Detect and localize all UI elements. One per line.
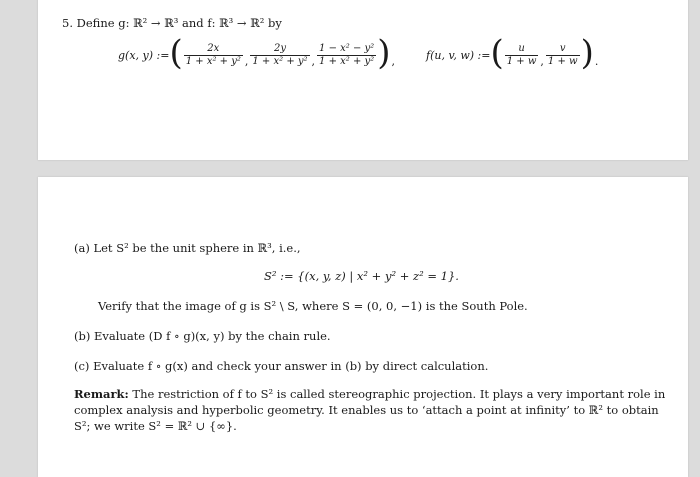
g-f3-den: 1 + x² + y² bbox=[319, 55, 375, 67]
g-comma-1: , bbox=[244, 54, 249, 68]
g-f1-den: 1 + x² + y² bbox=[185, 55, 241, 67]
page-bottom bbox=[38, 177, 688, 477]
f-f2-num: v bbox=[559, 42, 566, 54]
g-f2-num: 2y bbox=[273, 42, 286, 54]
remark-line-1 bbox=[74, 387, 665, 401]
g-comma-2: , bbox=[311, 54, 316, 68]
f-f1-den: 1 + w bbox=[506, 55, 537, 67]
right-paren: ) bbox=[580, 33, 594, 73]
left-paren: ( bbox=[169, 33, 183, 73]
problem-definition bbox=[62, 16, 282, 30]
g-f2-den: 1 + x² + y² bbox=[252, 55, 308, 67]
g-lhs: g(x, y) := bbox=[118, 48, 170, 62]
remark-line-2: complex analysis and hyperbolic geometry. It enables us to ‘attach a point at infinity’ to ℝ² to obtain bbox=[74, 403, 659, 417]
f-fraction-1 bbox=[505, 43, 539, 68]
part-a-verify: Verify that the image of g is S² \ S, where S = (0, 0, −1) is the South Pole. bbox=[98, 299, 528, 313]
f-fraction-2 bbox=[546, 43, 580, 68]
g-end: , bbox=[391, 54, 395, 68]
f-f1-num: u bbox=[518, 42, 525, 54]
f-lhs: f(u, v, w) := bbox=[426, 48, 491, 62]
sphere-definition: S² := {(x, y, z) | x² + y² + z² = 1}. bbox=[264, 269, 459, 283]
g-fraction-3 bbox=[317, 43, 376, 68]
right-paren: ) bbox=[377, 33, 391, 73]
f-comma: , bbox=[540, 54, 544, 68]
part-a-intro: (a) Let S² be the unit sphere in ℝ³, i.e., bbox=[74, 241, 301, 255]
g-fraction-1 bbox=[184, 43, 243, 68]
f-definition bbox=[426, 33, 599, 73]
page-top bbox=[38, 0, 688, 160]
problem-number: 5. bbox=[62, 16, 73, 30]
remark-line-3: S²; we write S² = ℝ² ∪ {∞}. bbox=[74, 419, 237, 433]
part-b: (b) Evaluate (D f ∘ g)(x, y) by the chain rule. bbox=[74, 329, 331, 343]
part-c: (c) Evaluate f ∘ g(x) and check your answer in (b) by direct calculation. bbox=[74, 359, 489, 373]
remark-text-1: The restriction of f to S² is called stereographic projection. It plays a very important role in bbox=[132, 387, 666, 401]
g-fraction-2 bbox=[250, 43, 309, 68]
f-end: . bbox=[594, 54, 599, 68]
f-f2-den: 1 + w bbox=[547, 55, 578, 67]
left-paren: ( bbox=[490, 33, 504, 73]
problem-definition-text: Define g: ℝ² → ℝ³ and f: ℝ³ → ℝ² by bbox=[76, 16, 282, 30]
g-f3-num: 1 − x² − y² bbox=[319, 42, 375, 54]
g-definition bbox=[118, 33, 396, 73]
g-f1-num: 2x bbox=[207, 42, 220, 54]
remark-label: Remark: bbox=[74, 387, 129, 401]
